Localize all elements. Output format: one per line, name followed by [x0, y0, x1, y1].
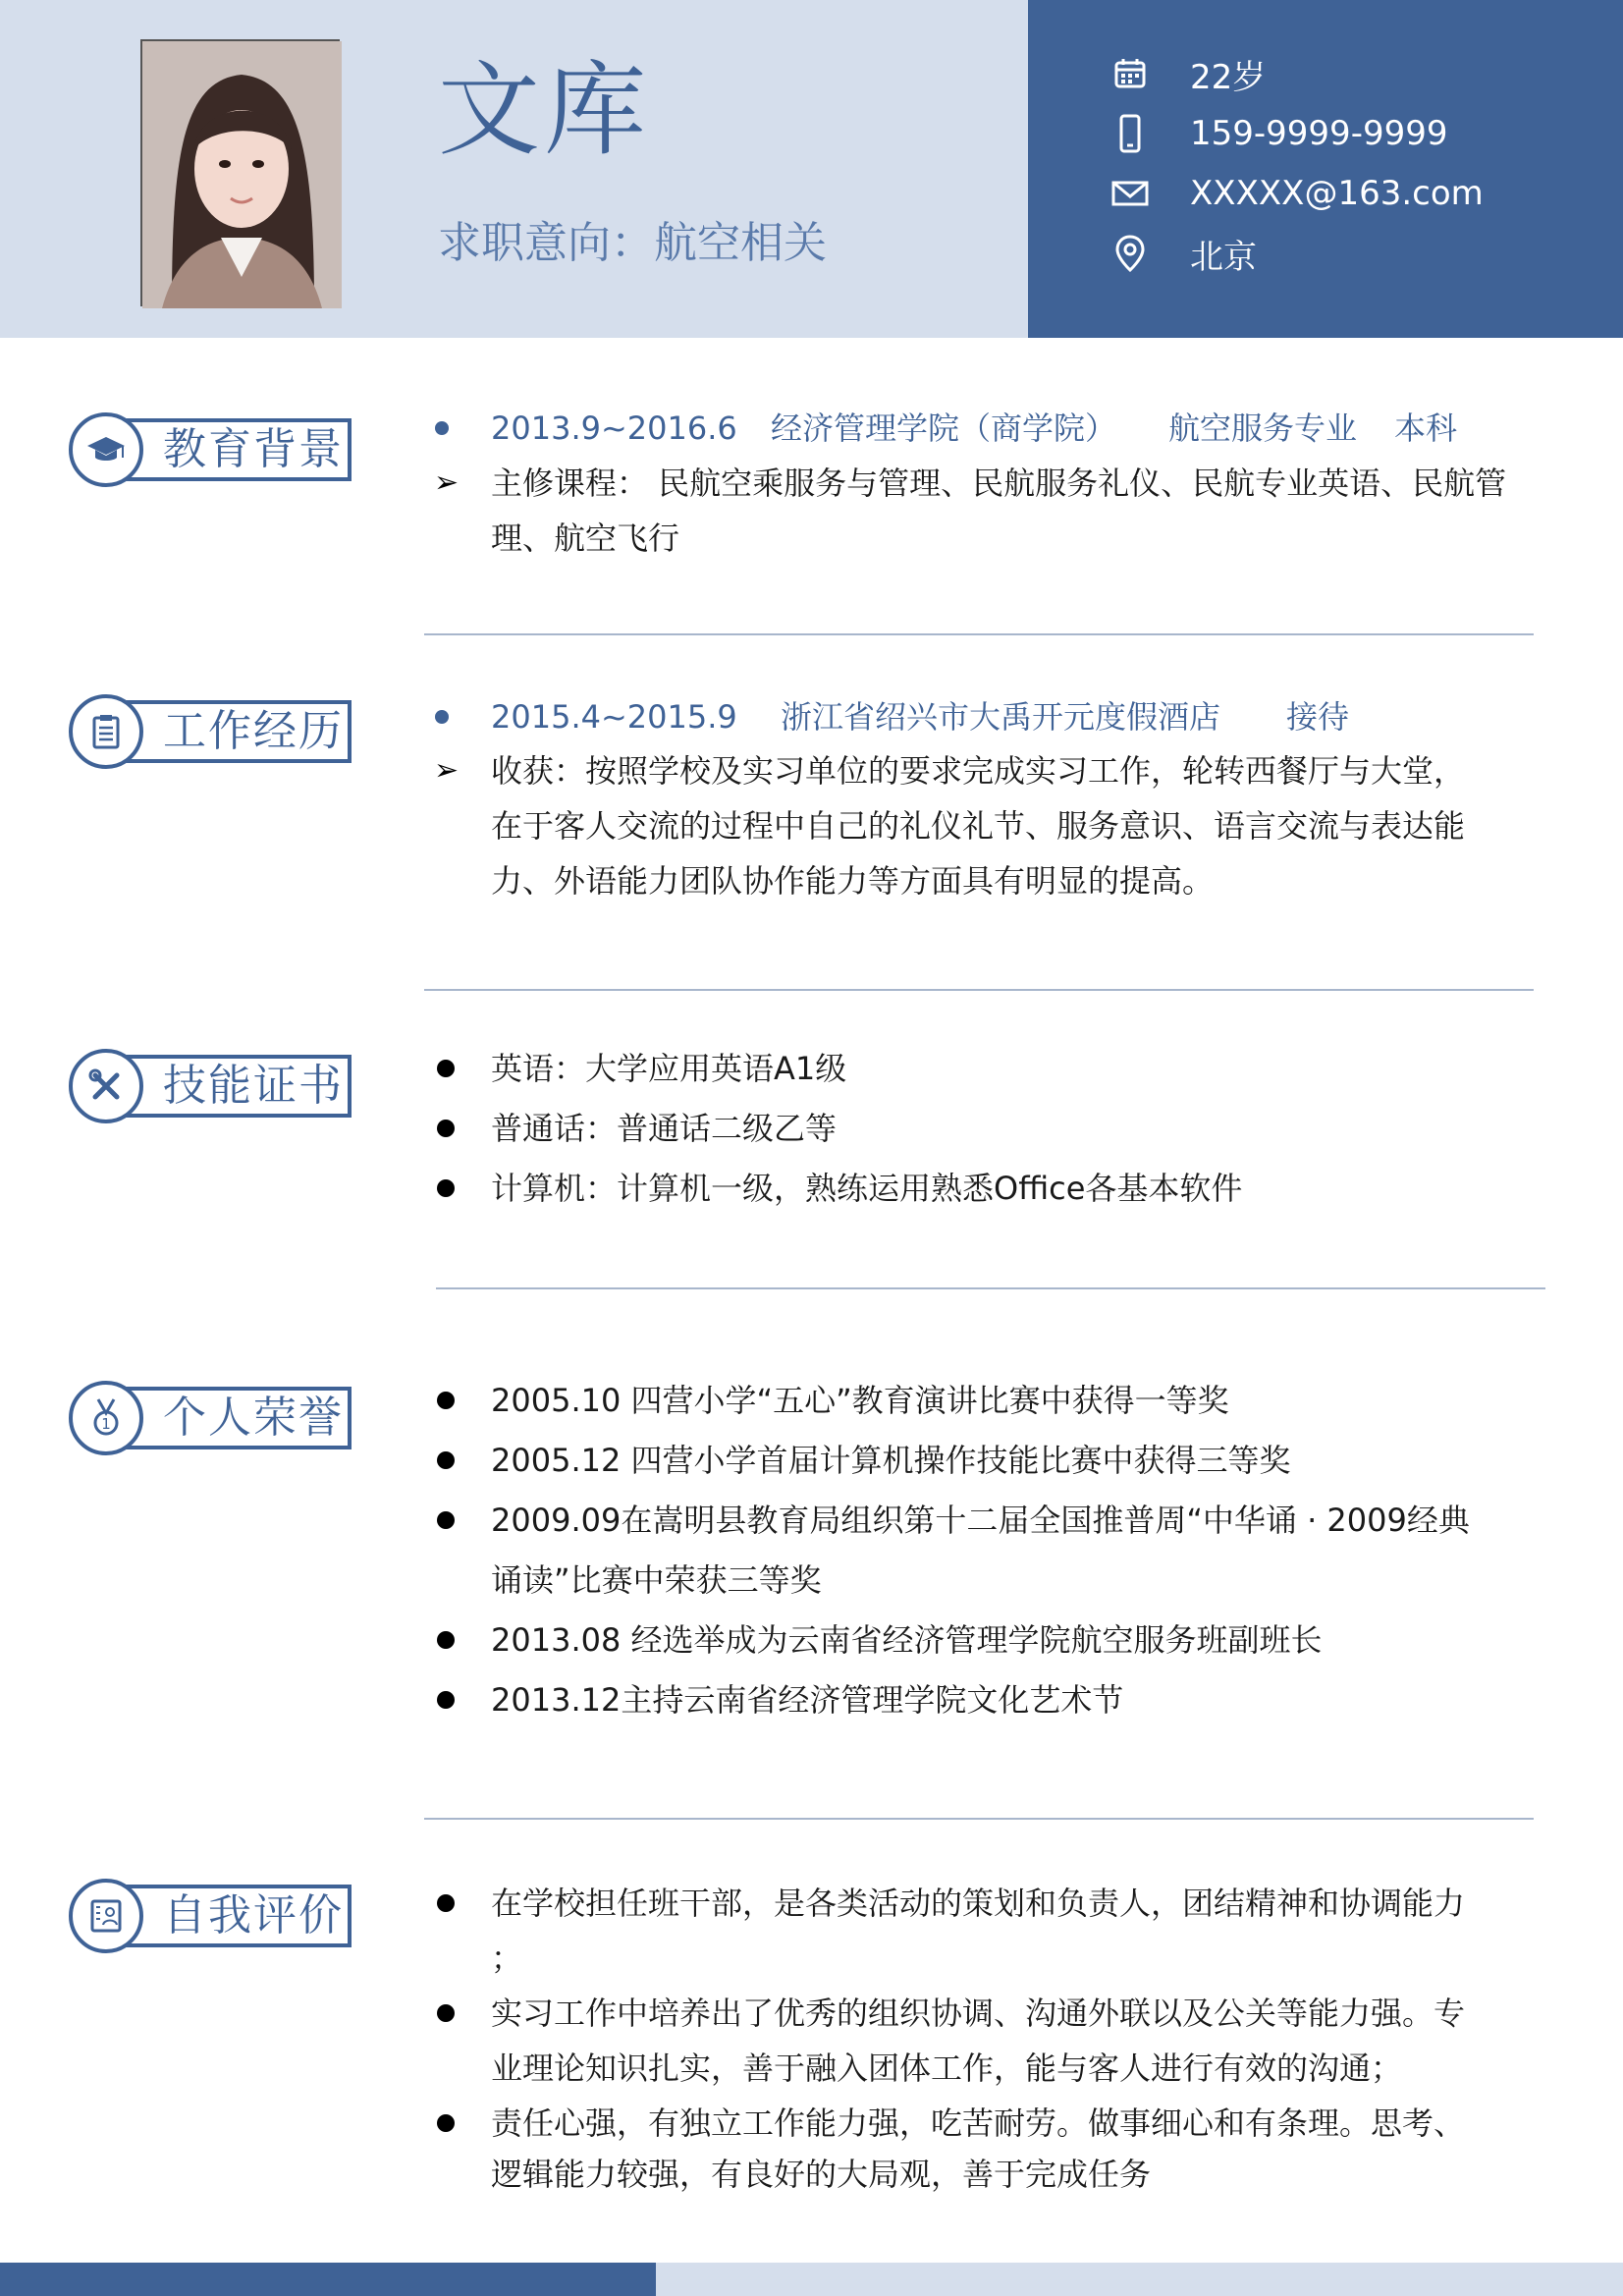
location-icon — [1109, 233, 1151, 274]
education-courses: 主修课程： 民航空乘服务与管理、民航服务礼仪、民航专业英语、民航管 — [491, 465, 1507, 502]
honor-item: 2013.12主持云南省经济管理学院文化艺术节 — [491, 1681, 1124, 1719]
section-skills — [69, 1049, 353, 1123]
work-role: 接待 — [1286, 698, 1350, 736]
skill-item: 英语：大学应用英语A1级 — [491, 1050, 847, 1087]
phone-icon — [1109, 113, 1151, 154]
bullet — [437, 1392, 455, 1409]
portrait-image — [142, 41, 342, 308]
work-description: 收获：按照学校及实习单位的要求完成实习工作，轮转西餐厅与大堂， — [491, 752, 1466, 790]
self-evaluation-text: ； — [491, 1940, 523, 1977]
candidate-name: 文库 — [438, 50, 651, 170]
self-evaluation-text: 业理论知识扎实，善于融入团体工作，能与客人进行有效的沟通； — [491, 2050, 1403, 2087]
honor-item-cont: 诵读”比赛中荣获三等奖 — [491, 1561, 822, 1599]
calendar-icon — [1109, 53, 1151, 94]
work-company: 浙江省绍兴市大禹开元度假酒店 — [781, 698, 1221, 736]
work-period: 2015.4~2015.9 — [491, 698, 737, 736]
bullet — [437, 1179, 455, 1197]
section-education — [69, 412, 353, 487]
graduation-cap-icon — [69, 412, 143, 487]
skill-item: 普通话：普通话二级乙等 — [491, 1110, 838, 1147]
footer-bar-light — [656, 2263, 1623, 2296]
mail-icon — [1109, 173, 1151, 214]
education-school: 经济管理学院（商学院） — [771, 410, 1117, 447]
section-title: 个人荣誉 — [163, 1393, 344, 1443]
honor-item: 2009.09在嵩明县教育局组织第十二届全国推普周“中华诵 · 2009经典 — [491, 1502, 1470, 1539]
honor-item: 2013.08 经选举成为云南省经济管理学院航空服务班副班长 — [491, 1621, 1323, 1659]
section-title: 技能证书 — [163, 1061, 344, 1111]
footer-bar-dark — [0, 2263, 656, 2296]
bullet — [437, 1060, 455, 1077]
divider — [436, 1287, 1545, 1289]
arrow-bullet: ➢ — [434, 753, 460, 788]
self-evaluation-text: 责任心强，有独立工作能力强，吃苦耐劳。做事细心和有条理。思考、 — [491, 2105, 1466, 2142]
divider — [424, 633, 1534, 635]
divider — [424, 1818, 1534, 1820]
section-self-evaluation — [69, 1879, 353, 1953]
email-text[interactable]: XXXXX@163.com — [1190, 174, 1484, 213]
bullet — [437, 1511, 455, 1529]
profile-card-icon — [69, 1879, 143, 1953]
contact-email — [1109, 170, 1484, 217]
education-courses-cont: 理、航空飞行 — [491, 519, 680, 557]
job-intent: 求职意向：航空相关 — [438, 218, 827, 268]
location-text: 北京 — [1190, 237, 1257, 277]
tools-icon — [69, 1049, 143, 1123]
bullet — [435, 710, 449, 724]
clipboard-icon — [69, 694, 143, 769]
section-title: 教育背景 — [163, 424, 344, 474]
bullet — [437, 2114, 455, 2132]
self-evaluation-text-clipped: 逻辑能力较强，有良好的大局观，善于完成任务 — [491, 2156, 1152, 2193]
bullet — [437, 1120, 455, 1137]
svg-text:1: 1 — [101, 1415, 111, 1433]
medal-icon — [69, 1381, 143, 1455]
honor-item: 2005.10 四营小学“五心”教育演讲比赛中获得一等奖 — [491, 1382, 1229, 1419]
profile-photo — [140, 39, 340, 306]
self-evaluation-text: 实习工作中培养出了优秀的组织协调、沟通外联以及公关等能力强。专 — [491, 1995, 1466, 2032]
section-work — [69, 694, 353, 769]
section-title: 工作经历 — [163, 706, 344, 756]
skill-item: 计算机：计算机一级，熟练运用熟悉Office各基本软件 — [491, 1170, 1243, 1207]
section-title: 自我评价 — [163, 1890, 344, 1941]
bullet — [437, 1451, 455, 1469]
bullet — [437, 2004, 455, 2022]
contact-age — [1109, 50, 1266, 97]
age-text: 22岁 — [1190, 57, 1267, 97]
bullet — [437, 1691, 455, 1709]
clipped-text-container — [491, 2151, 1571, 2193]
contact-phone — [1109, 110, 1448, 157]
divider — [424, 989, 1534, 991]
arrow-bullet: ➢ — [434, 465, 460, 500]
self-evaluation-text: 在学校担任班干部，是各类活动的策划和负责人，团结精神和协调能力 — [491, 1885, 1466, 1922]
section-honors — [69, 1381, 353, 1455]
work-description: 力、外语能力团队协作能力等方面具有明显的提高。 — [491, 862, 1215, 900]
phone-text[interactable]: 159-9999-9999 — [1190, 114, 1448, 153]
education-period: 2013.9~2016.6 — [491, 410, 737, 447]
bullet — [437, 1631, 455, 1649]
bullet — [437, 1894, 455, 1912]
education-major: 航空服务专业 — [1168, 410, 1358, 447]
contact-location — [1109, 230, 1257, 277]
work-description: 在于客人交流的过程中自己的礼仪礼节、服务意识、语言交流与表达能 — [491, 807, 1466, 845]
education-degree: 本科 — [1394, 410, 1458, 447]
bullet — [435, 421, 449, 435]
honor-item: 2005.12 四营小学首届计算机操作技能比赛中获得三等奖 — [491, 1442, 1291, 1479]
